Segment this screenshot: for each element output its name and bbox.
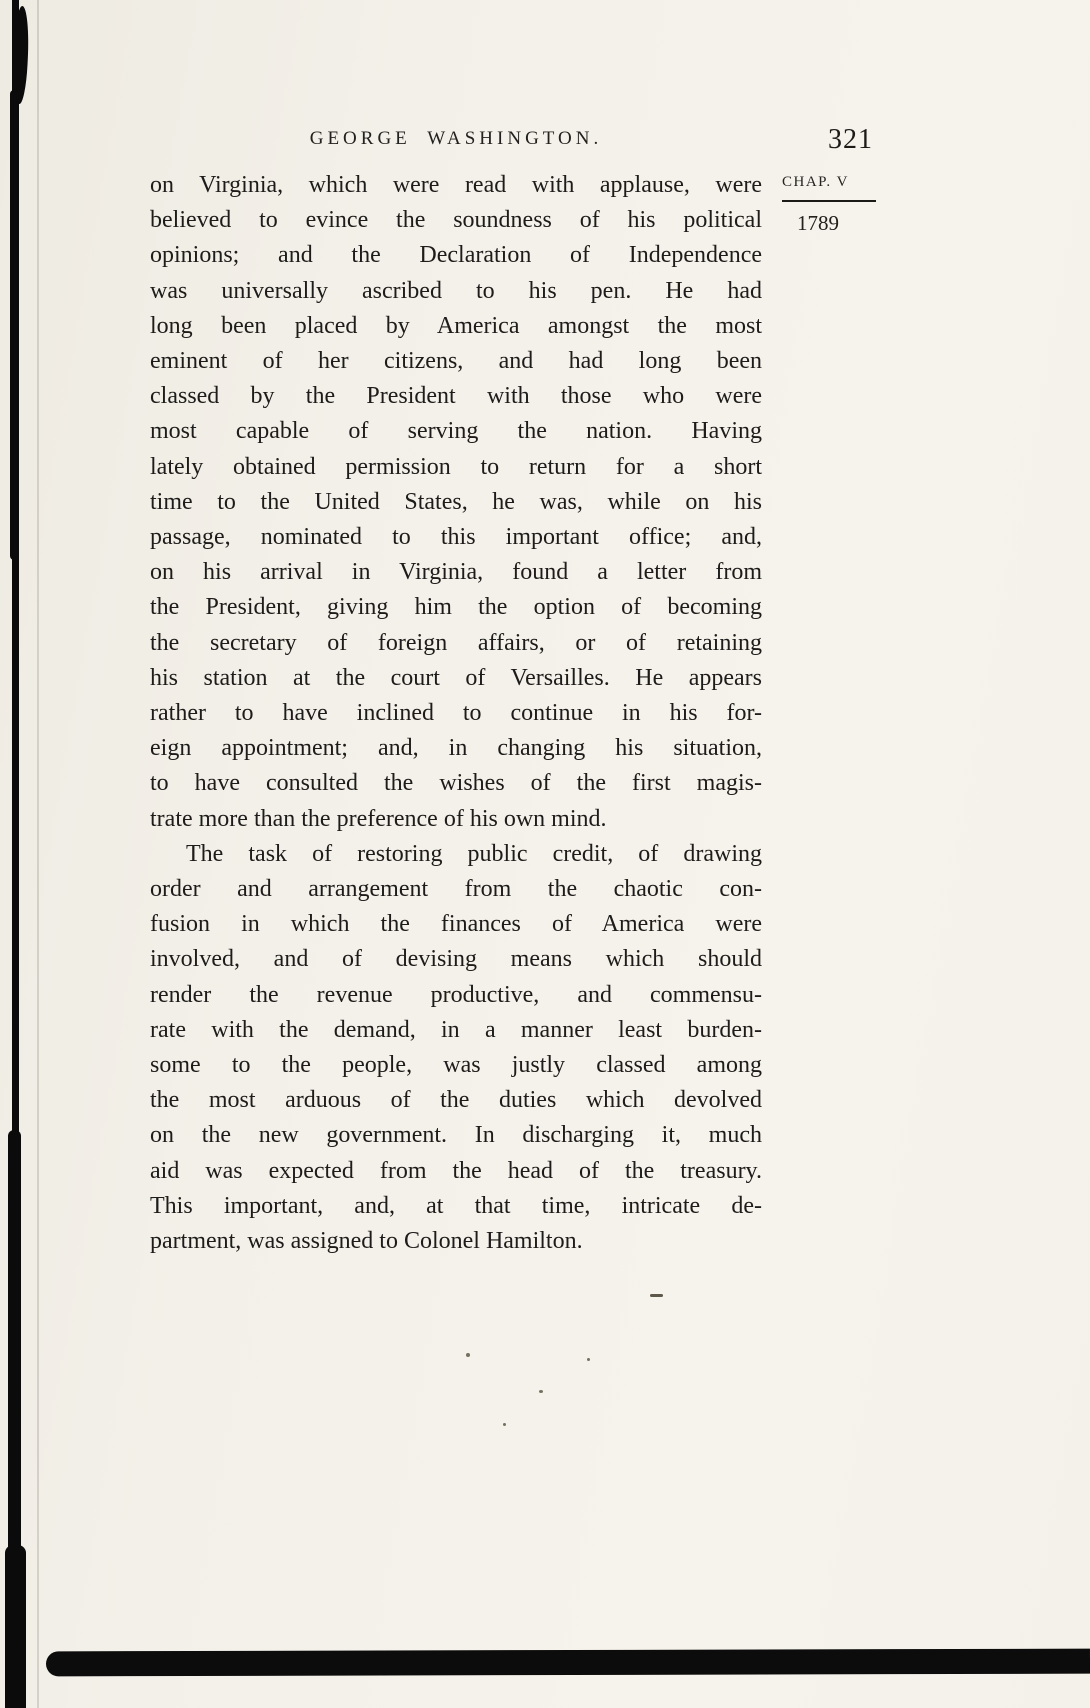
text-line: was universally ascribed to his pen. He had	[150, 277, 762, 304]
text-line: partment, was assigned to Colonel Hamilton.	[150, 1228, 583, 1255]
text-line: the secretary of foreign affairs, or of retaining	[150, 629, 762, 656]
text-line: involved, and of devising means which should	[150, 946, 762, 973]
text-line: on Virginia, which were read with applause, were	[150, 172, 762, 198]
text-line: The task of restoring public credit, of drawing	[186, 840, 762, 867]
text-line: eminent of her citizens, and had long been	[150, 348, 762, 375]
text-line: believed to evince the soundness of his political	[150, 207, 762, 234]
text-line: This important, and, at that time, intricate de-	[150, 1192, 762, 1219]
text-line: aid was expected from the head of the treasury.	[150, 1157, 762, 1184]
page-number: 321	[828, 124, 873, 155]
text-line: classed by the President with those who were	[150, 383, 762, 410]
text-line: opinions; and the Declaration of Independence	[150, 242, 762, 269]
scan-edge-band-upper	[10, 90, 19, 560]
text-line: some to the people, was justly classed among	[150, 1052, 762, 1079]
scan-speck	[466, 1353, 470, 1357]
text-line: his station at the court of Versailles. He appears	[150, 664, 762, 691]
text-line: trate more than the preference of his own mind.	[150, 805, 607, 832]
paragraph	[150, 168, 762, 837]
chapter-label: CHAP. V	[782, 174, 849, 190]
chapter-rule	[782, 200, 876, 202]
text-line: eign appointment; and, in changing his situation,	[150, 735, 762, 762]
text-line: rather to have inclined to continue in his for-	[150, 700, 762, 727]
scan-speck	[650, 1294, 663, 1297]
text-line: order and arrangement from the chaotic con-	[150, 876, 762, 903]
scan-speck	[587, 1358, 590, 1361]
running-head-title: GEORGE WASHINGTON.	[309, 128, 603, 149]
scan-bottom-band	[46, 1649, 1090, 1677]
text-line: on the new government. In discharging it, much	[150, 1122, 762, 1149]
text-line: the President, giving him the option of becoming	[150, 594, 762, 621]
year-label: 1789	[797, 211, 839, 235]
text-line: fusion in which the finances of America were	[150, 911, 762, 938]
scan-speck	[503, 1423, 506, 1426]
scan-speck	[539, 1390, 543, 1393]
text-line: the most arduous of the duties which devolved	[150, 1087, 762, 1114]
text-line: rate with the demand, in a manner least burden-	[150, 1016, 762, 1043]
text-line: long been placed by America amongst the most	[150, 312, 762, 339]
text-line: render the revenue productive, and commensu-	[150, 981, 762, 1008]
text-line: passage, nominated to this important office; and,	[150, 524, 762, 551]
text-line: lately obtained permission to return for a short	[150, 453, 762, 480]
scan-edge-band-lower	[8, 1130, 21, 1560]
text-line: time to the United States, he was, while on his	[150, 488, 762, 515]
text-line: to have consulted the wishes of the first magis-	[150, 770, 762, 797]
text-line: on his arrival in Virginia, found a letter from	[150, 559, 762, 586]
scan-edge-band-bottom	[5, 1545, 26, 1708]
paragraph	[150, 837, 762, 1259]
page-crease	[37, 0, 39, 1708]
text-line: most capable of serving the nation. Having	[150, 418, 762, 445]
margin-notes	[782, 174, 886, 236]
body-text	[150, 168, 762, 1259]
